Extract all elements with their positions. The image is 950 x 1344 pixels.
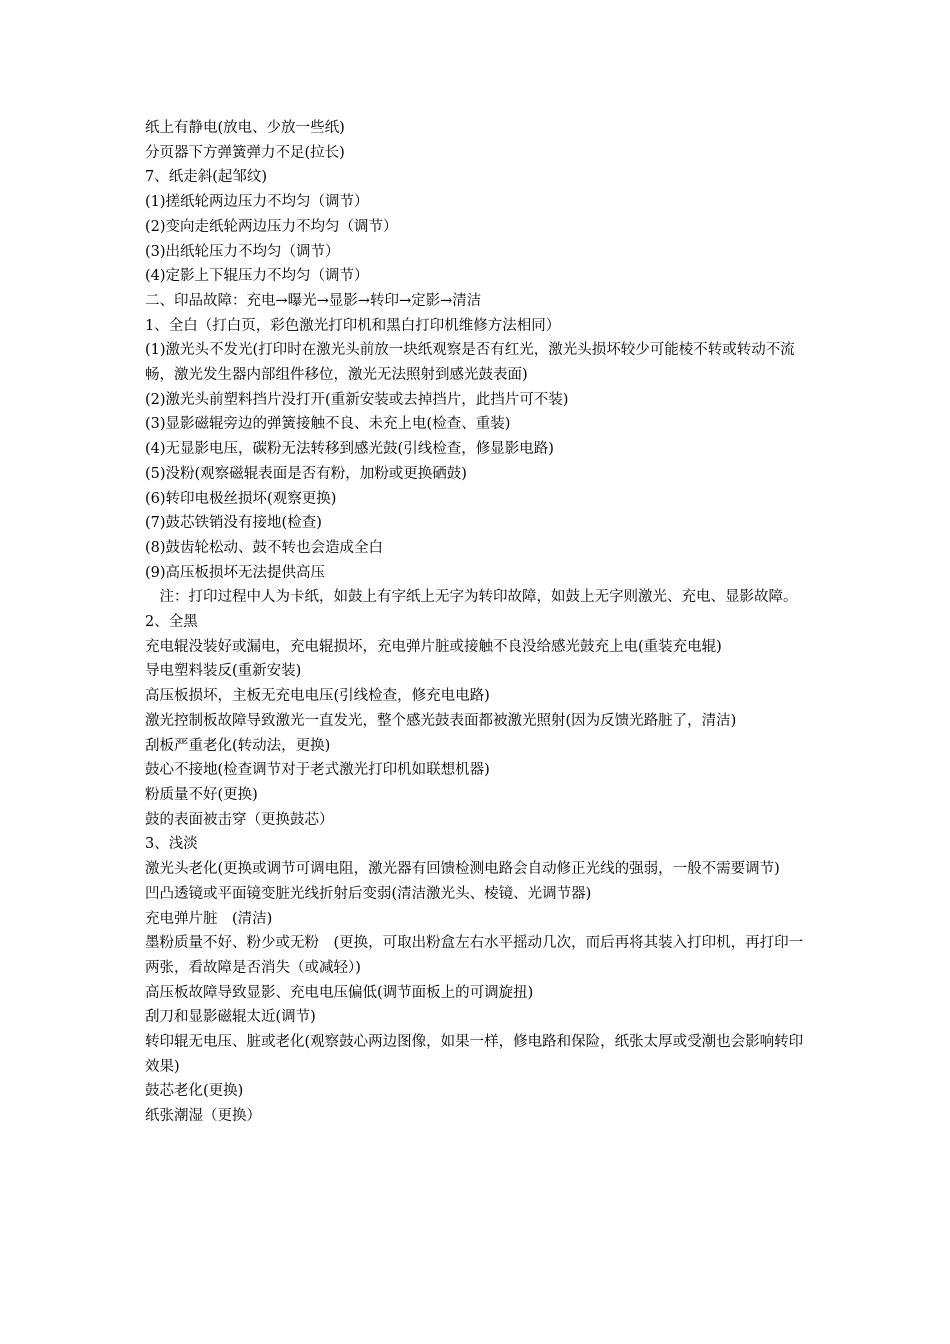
list-item: (3)出纸轮压力不均匀（调节） <box>145 243 340 260</box>
text-line: 凹凸透镜或平面镜变脏光线折射后变弱(清洁激光头、棱镜、光调节器) <box>145 885 592 902</box>
text-line: 纸上有静电(放电、少放一些纸) <box>145 120 345 136</box>
list-item: (1)激光头不发光(打印时在激光头前放一块纸观察是否有红光，激光头损坏较少可能棱不转或转动不流畅，激光发生器内部组件移位，激光无法照射到感光鼓表面) <box>145 342 795 384</box>
text-line: 鼓心不接地(检查调节对于老式激光打印机如联想机器) <box>145 762 490 779</box>
list-item: (4)定影上下辊压力不均匀（调节） <box>145 268 369 285</box>
text-line: 高压板损坏，主板无充电电压(引线检查，修充电电路) <box>145 688 490 705</box>
text-line: 刮刀和显影磁辊太近(调节) <box>145 1009 316 1026</box>
text-line: 充电辊没装好或漏电，充电辊损坏，充电弹片脏或接触不良没给感光鼓充上电(重装充电辊) <box>145 638 722 655</box>
list-item: (8)鼓齿轮松动、鼓不转也会造成全白 <box>145 539 384 556</box>
text-line: 纸张潮湿（更换） <box>145 1108 261 1125</box>
list-item: (2)变向走纸轮两边压力不均匀（调节） <box>145 218 398 235</box>
text-line: 激光控制板故障导致激光一直发光，整个感光鼓表面都被激光照射(因为反馈光路脏了，清洁) <box>145 712 737 729</box>
text-line: 刮板严重老化(转动法，更换) <box>145 737 331 754</box>
document-body <box>145 116 810 1129</box>
section-heading: 3、浅淡 <box>145 836 198 853</box>
list-item: (3)显影磁辊旁边的弹簧接触不良、未充上电(检查、重装) <box>145 416 511 433</box>
text-line: 鼓芯老化(更换) <box>145 1083 244 1100</box>
section-heading: 7、纸走斜(起邹纹) <box>145 169 268 186</box>
text-line: 导电塑料装反(重新安装) <box>145 663 302 680</box>
text-line: 激光头老化(更换或调节可调电阻，激光器有回馈检测电路会自动修正光线的强弱，一般不需要调节) <box>145 861 780 878</box>
text-line: 鼓的表面被击穿（更换鼓芯） <box>145 811 334 828</box>
list-item: (4)无显影电压，碳粉无法转移到感光鼓(引线检查，修显影电路) <box>145 441 554 458</box>
chapter-heading: 二、印品故障：充电→曝光→显影→转印→定影→清洁 <box>145 292 482 309</box>
list-item: (6)转印电极丝损坏(观察更换) <box>145 490 337 507</box>
text-line: 充电弹片脏 (清洁) <box>145 910 273 927</box>
text-line: 粉质量不好(更换) <box>145 786 258 803</box>
text-line: 高压板故障导致显影、充电电压偏低(调节面板上的可调旋扭) <box>145 984 534 1001</box>
section-heading: 1、全白（打白页，彩色激光打印机和黑白打印机维修方法相同） <box>145 317 561 334</box>
list-item: (5)没粉(观察磁辊表面是否有粉，加粉或更换硒鼓) <box>145 465 467 482</box>
list-item: (2)激光头前塑料挡片没打开(重新安装或去掉挡片，此挡片可不装) <box>145 391 569 408</box>
note-paragraph: 注：打印过程中人为卡纸，如鼓上有字纸上无字为转印故障，如鼓上无字则激光、充电、显影故障。 <box>159 589 798 606</box>
text-line: 转印辊无电压、脏或老化(观察鼓心两边图像，如果一样，修电路和保险，纸张太厚或受潮也会影响转印效果) <box>145 1034 804 1075</box>
list-item: (7)鼓芯铁销没有接地(检查) <box>145 515 322 532</box>
list-item: (9)高压板损坏无法提供高压 <box>145 564 326 581</box>
section-heading: 2、全黑 <box>145 614 198 631</box>
text-line: 墨粉质量不好、粉少或无粉 (更换，可取出粉盒左右水平摇动几次，而后再将其装入打印机，再打印一两张，看故障是否消失（或减轻）) <box>145 935 804 976</box>
list-item: (1)搓纸轮两边压力不均匀（调节） <box>145 194 369 211</box>
text-line: 分页器下方弹簧弹力不足(拉长) <box>145 144 345 161</box>
